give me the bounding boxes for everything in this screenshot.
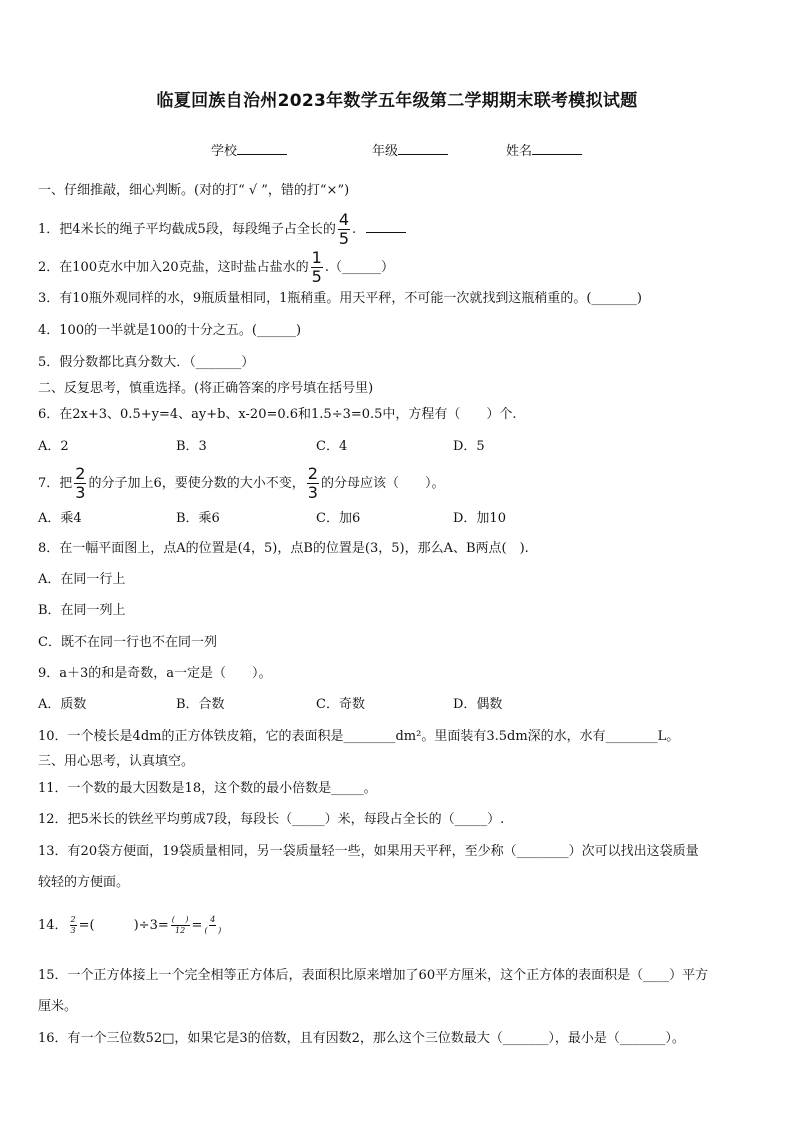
question-14 xyxy=(38,913,223,939)
question-2-fraction xyxy=(311,250,323,285)
question-2 xyxy=(38,250,394,285)
option-a[interactable]: A．2 xyxy=(38,439,69,454)
question-13-line-2: 较轻的方便面。 xyxy=(38,875,130,890)
question-4: 4．100的一半就是100的十分之五。(______) xyxy=(38,323,302,338)
option-b[interactable]: B．乘6 xyxy=(176,511,220,526)
question-15-line-1: 15．一个正方体接上一个完全相等正方体后，表面积比原来增加了60平方厘米，这个正方体的表面积是（____）平方 xyxy=(38,968,709,983)
question-13-line-1: 13．有20袋方便面，19袋质量相同，另一袋质量轻一些，如果用天平秤，至少称（________）次可以找出这袋质量 xyxy=(38,844,699,859)
option-c[interactable]: C．既不在同一行也不在同一列 xyxy=(38,635,217,650)
fraction-denominator: 5 xyxy=(311,267,322,286)
question-7-pre: 7．把 xyxy=(38,476,73,491)
question-2-tail: .（______） xyxy=(324,260,394,275)
name-field xyxy=(506,140,582,159)
grade-field xyxy=(372,140,448,159)
question-15-line-2: 厘米。 xyxy=(38,999,78,1014)
fraction-numerator: 2 xyxy=(307,464,318,483)
question-1-tail: . xyxy=(352,222,357,237)
question-14-label: 14． xyxy=(38,918,68,933)
question-5: 5．假分数都比真分数大．（_______） xyxy=(38,355,255,370)
question-7-fraction-1 xyxy=(74,466,86,501)
option-d[interactable]: D．偶数 xyxy=(453,697,503,712)
school-field xyxy=(211,140,287,159)
question-7 xyxy=(38,466,444,501)
option-c[interactable]: C．4 xyxy=(316,439,348,454)
option-c[interactable]: C．奇数 xyxy=(316,697,365,712)
option-a[interactable]: A．乘4 xyxy=(38,511,82,526)
fraction-denominator: ( ) xyxy=(204,926,222,935)
question-8: 8．在一幅平面图上，点A的位置是(4，5)，点B的位置是(3，5)，那么A、B两点( ). xyxy=(38,541,529,556)
section-heading-2: 二、反复思考，慎重选择。(将正确答案的序号填在括号里) xyxy=(38,381,374,396)
section-heading-1: 一、仔细推敲，细心判断。(对的打“ √ ”，错的打“×”) xyxy=(38,183,350,198)
question-14-fraction-2 xyxy=(171,916,190,935)
student-info-line xyxy=(0,140,794,160)
question-1-text: 1．把4米长的绳子平均截成5段，每段绳子占全长的 xyxy=(38,222,336,237)
fraction-numerator: 1 xyxy=(311,248,322,267)
question-1-fraction xyxy=(338,212,350,247)
option-b[interactable]: B．在同一列上 xyxy=(38,603,126,618)
question-14-fraction-3 xyxy=(204,916,221,935)
question-9: 9．a＋3的和是奇数，a一定是（ ）。 xyxy=(38,666,272,681)
question-10: 10．一个棱长是4dm的正方体铁皮箱，它的表面积是________dm²。里面装有3.5dm深的水，水有________L。 xyxy=(38,729,680,744)
question-7-fraction-2 xyxy=(307,466,319,501)
question-6: 6．在2x+3、0.5+y=4、ay+b、x-20=0.6和1.5÷3=0.5中，方程有（ ）个. xyxy=(38,407,517,422)
school-label: 学校 xyxy=(211,144,238,159)
option-c[interactable]: C．加6 xyxy=(316,511,361,526)
question-11: 11．一个数的最大因数是18，这个数的最小倍数是_____。 xyxy=(38,781,377,796)
grade-blank[interactable] xyxy=(398,141,448,155)
option-a[interactable]: A．质数 xyxy=(38,697,87,712)
question-1-answer-blank[interactable] xyxy=(366,220,406,233)
option-a[interactable]: A．在同一行上 xyxy=(38,572,126,587)
fraction-denominator: 3 xyxy=(75,483,86,502)
question-14-fraction-1 xyxy=(70,916,77,935)
option-d[interactable]: D．5 xyxy=(453,439,485,454)
question-14-equals: = xyxy=(191,918,203,933)
option-d[interactable]: D．加10 xyxy=(453,511,506,526)
question-12: 12．把5米长的铁丝平均剪成7段，每段长（_____）米，每段占全长的（_____）. xyxy=(38,812,505,827)
question-3: 3．有10瓶外观同样的水，9瓶质量相同，1瓶稍重。用天平秤，不可能一次就找到这瓶稍重的。(_______) xyxy=(38,291,642,306)
name-label: 姓名 xyxy=(506,144,533,159)
section-heading-3: 三、用心思考，认真填空。 xyxy=(38,754,195,769)
question-7-mid: 的分子加上6，要使分数的大小不变， xyxy=(88,476,305,491)
question-16: 16．有一个三位数52□，如果它是3的倍数，且有因数2，那么这个三位数最大（_______），最小是（_______）。 xyxy=(38,1031,685,1046)
question-2-text: 2．在100克水中加入20克盐，这时盐占盐水的 xyxy=(38,260,309,275)
fraction-denominator: 3 xyxy=(70,926,76,935)
fraction-numerator: ( ) xyxy=(171,915,189,924)
school-blank[interactable] xyxy=(237,141,287,155)
fraction-numerator: 4 xyxy=(338,210,350,229)
fraction-denominator: 3 xyxy=(307,483,318,502)
grade-label: 年级 xyxy=(372,144,399,159)
fraction-numerator: 4 xyxy=(210,915,216,924)
question-14-part-1: =( )÷3= xyxy=(78,918,169,933)
fraction-numerator: 2 xyxy=(70,915,76,924)
fraction-denominator: 12 xyxy=(175,926,186,935)
fraction-numerator: 2 xyxy=(75,464,86,483)
question-1 xyxy=(38,212,406,247)
question-7-post: 的分母应该（ ）。 xyxy=(320,476,445,491)
name-blank[interactable] xyxy=(532,141,582,155)
page-title: 临夏回族自治州2023年数学五年级第二学期期末联考模拟试题 xyxy=(156,91,638,111)
option-b[interactable]: B．合数 xyxy=(176,697,225,712)
fraction-denominator: 5 xyxy=(338,229,350,248)
option-b[interactable]: B．3 xyxy=(176,439,207,454)
